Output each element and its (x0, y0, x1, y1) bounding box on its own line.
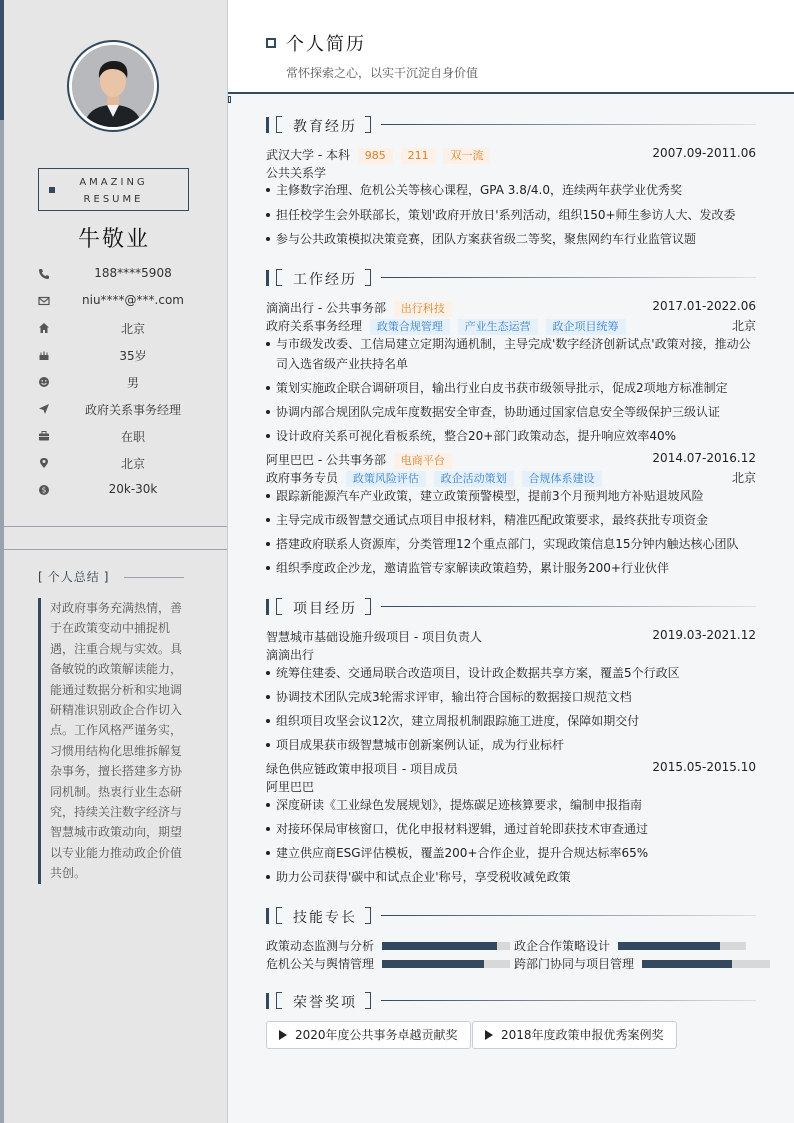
work-header (266, 451, 756, 469)
tag: 产业生态运营 (458, 319, 538, 335)
skill-level (382, 942, 497, 950)
skill-level (382, 960, 484, 968)
list-item: 跟踪新能源汽车产业政策，建立政策预警模型，提前3个月预判地方补贴退坡风险 (266, 486, 756, 506)
list-item: 协调技术团队完成3轮需求评审，输出符合国标的数据接口规范文档 (266, 687, 756, 707)
tag: 双一流 (443, 148, 490, 164)
section-title: 技能专长 (293, 910, 357, 926)
email-text: niu****@***.com (82, 293, 184, 307)
send-icon (38, 403, 50, 415)
project-header (266, 760, 756, 778)
skill-name: 跨部门协同与项目管理 (514, 957, 635, 971)
info-email (38, 293, 208, 313)
role-name: 政府关系事务经理 (266, 319, 363, 333)
list-item: 与市级发改委、工信局建立定期沟通机制，主导完成'数字经济创新试点'政策对接，推动公司入选省级产业扶持名单 (266, 334, 756, 374)
section-education (266, 116, 756, 136)
tag: 政企项目统筹 (546, 319, 626, 335)
section-projects (266, 598, 756, 618)
tag: 电商平台 (394, 453, 452, 469)
sidebar-strip-accent (0, 0, 4, 120)
skill-item (514, 937, 746, 953)
play-triangle-icon (279, 1030, 287, 1040)
play-triangle-icon (485, 1030, 493, 1040)
info-city (38, 320, 208, 340)
skill-bar (642, 960, 770, 968)
list-item: 深度研读《工业绿色发展规划》，提炼碳足迹核算要求，编制申报指南 (266, 795, 756, 815)
avatar-photo (72, 45, 154, 127)
list-item: 参与公共政策模拟决策竞赛，团队方案获省级二等奖，聚焦网约车行业监管议题 (266, 229, 756, 249)
amazing-resume-box (38, 168, 189, 211)
work-period: 2014.07-2016.12 (652, 451, 756, 465)
section-work (266, 269, 756, 289)
skill-bar (618, 942, 746, 950)
summary-title-text: 个人总结 (47, 570, 100, 584)
honor-text: 2020年度公共事务卓越贡献奖 (295, 1028, 458, 1042)
gender-text: 男 (126, 376, 139, 390)
education-period: 2007.09-2011.06 (652, 146, 756, 160)
work-period: 2017.01-2022.06 (652, 299, 756, 313)
list-item: 组织项目攻坚会议12次，建立周报机制跟踪施工进度，保障如期交付 (266, 711, 756, 731)
phone-text: 188****5908 (94, 266, 172, 280)
home-icon (38, 322, 50, 334)
svg-text:$: $ (41, 485, 47, 495)
sidebar-strip (0, 0, 4, 1123)
info-phone (38, 266, 208, 286)
project-header (266, 628, 756, 646)
divider (4, 526, 227, 527)
list-item: 统筹住建委、交通局联合改造项目，设计政企数据共享方案，覆盖5个行政区 (266, 663, 756, 683)
section-title: 工作经历 (293, 272, 357, 288)
summary-text: 对政府事务充满热情，善于在政策变动中捕捉机遇，注重合规与实效。具备敏锐的政策解读能力，能通过数据分析和实地调研精准识别政企合作切入点。工作风格严谨务实，习惯用结构化思维拆解复杂事务，擅长搭建多方协同机制。热衷行业生态研究，持续关注数字经济与智慧城市政策动向，期望以专业能力推动政企价值共创。 (38, 598, 188, 884)
honor-item (472, 1021, 677, 1049)
smile-icon (38, 376, 50, 388)
list-item: 主修数字治理、危机公关等核心课程，GPA 3.8/4.0，连续两年获学业优秀奖 (266, 180, 756, 200)
skill-name: 政策动态监测与分析 (266, 939, 375, 953)
tag: 政企活动策划 (434, 471, 514, 487)
work-city: 北京 (731, 319, 756, 333)
section-skills (266, 907, 756, 927)
cake-icon (38, 349, 50, 361)
company-name: 滴滴出行 - 公共事务部 (266, 301, 386, 315)
age-text: 35岁 (119, 349, 147, 363)
list-item: 项目成果获市级智慧城市创新案例认证，成为行业标杆 (266, 735, 756, 755)
work-role (266, 469, 756, 487)
avatar (67, 40, 159, 132)
info-position (38, 401, 208, 421)
honor-item (266, 1021, 471, 1049)
skill-name: 政企合作策略设计 (514, 939, 611, 953)
money-icon (38, 484, 50, 496)
summary-title: [ 个人总结 ] (38, 569, 110, 584)
title-square-icon (266, 38, 276, 48)
project-org: 滴滴出行 (266, 648, 315, 662)
school-name: 武汉大学 - 本科 (266, 148, 350, 162)
header-marker (228, 96, 231, 103)
project-name: 绿色供应链政策申报项目 - 项目成员 (266, 762, 458, 776)
role-name: 政府事务专员 (266, 471, 339, 485)
list-item: 组织季度政企沙龙，邀请监管专家解读政策趋势，累计服务200+行业伙伴 (266, 558, 756, 578)
list-item: 助力公司获得'碳中和试点企业'称号，享受税收减免政策 (266, 867, 756, 887)
skill-level (642, 960, 732, 968)
skill-item (266, 937, 510, 953)
square-icon (49, 187, 55, 193)
info-gender (38, 374, 208, 394)
list-item: 对接环保局审核窗口，优化申报材料逻辑，通过首轮即获技术审查通过 (266, 819, 756, 839)
info-salary (38, 482, 208, 502)
list-item: 建立供应商ESG评估模板，覆盖200+合作企业，提升合规达标率65% (266, 843, 756, 863)
briefcase-icon (38, 430, 50, 442)
list-item: 设计政府关系可视化看板系统，整合20+部门政策动态，提升响应效率40% (266, 426, 756, 446)
work-role (266, 317, 756, 335)
divider (4, 549, 227, 550)
header-divider (228, 92, 794, 94)
section-title: 项目经历 (293, 601, 357, 617)
tag: 政策合规管理 (370, 319, 450, 335)
amazing-line2: RESUME (83, 194, 144, 205)
city-text: 北京 (120, 322, 145, 336)
company-name: 阿里巴巴 - 公共事务部 (266, 453, 386, 467)
section-title: 荣誉奖项 (293, 995, 357, 1011)
summary-title-line (124, 577, 184, 578)
tag: 出行科技 (394, 301, 452, 317)
position-text: 政府关系事务经理 (84, 403, 181, 417)
skill-level (618, 942, 720, 950)
list-item: 策划实施政企联合调研项目，输出行业白皮书获市级领导批示，促成2项地方标准制定 (266, 378, 756, 398)
skill-item (266, 955, 510, 971)
list-item: 担任校学生会外联部长，策划'政府开放日'系列活动，组织150+师生参访人大、发改委 (266, 205, 756, 225)
project-name: 智慧城市基础设施升级项目 - 项目负责人 (266, 630, 482, 644)
project-org: 阿里巴巴 (266, 780, 315, 794)
location-text: 北京 (120, 457, 145, 471)
project-period: 2019.03-2021.12 (652, 628, 756, 642)
status-text: 在职 (120, 430, 145, 444)
page-subtitle: 常怀探索之心，以实干沉淀自身价值 (286, 66, 479, 80)
project-period: 2015.05-2015.10 (652, 760, 756, 774)
salary-text: 20k-30k (108, 482, 158, 496)
tag: 985 (358, 148, 393, 164)
education-major: 公共关系学 (266, 166, 327, 180)
tag: 合规体系建设 (522, 471, 602, 487)
tag: 211 (401, 148, 436, 164)
section-honors (266, 992, 756, 1012)
candidate-name: 牛敬业 (77, 227, 150, 252)
skill-bar (382, 960, 510, 968)
location-pin-icon (38, 457, 50, 469)
section-title: 教育经历 (293, 119, 357, 135)
skill-item (514, 955, 770, 971)
person-icon (72, 45, 154, 127)
honor-text: 2018年度政策申报优秀案例奖 (501, 1028, 664, 1042)
list-item: 协调内部合规团队完成年度数据安全审查，协助通过国家信息安全等级保护三级认证 (266, 402, 756, 422)
work-city: 北京 (731, 471, 756, 485)
info-location (38, 455, 208, 475)
phone-icon (38, 268, 50, 280)
work-header (266, 299, 756, 317)
list-item: 搭建政府联系人资源库，分类管理12个重点部门，实现政策信息15分钟内触达核心团队 (266, 534, 756, 554)
info-status (38, 428, 208, 448)
info-age (38, 347, 208, 367)
skill-bar (382, 942, 510, 950)
tag: 政策风险评估 (346, 471, 426, 487)
list-item: 主导完成市级智慧交通试点项目申报材料，精准匹配政策要求，最终获批专项资金 (266, 510, 756, 530)
sidebar (0, 0, 228, 1123)
skill-name: 危机公关与舆情管理 (266, 957, 375, 971)
mail-icon (38, 295, 50, 307)
amazing-line1: AMAZING (79, 177, 148, 188)
education-header (266, 146, 756, 164)
page-title: 个人简历 (286, 34, 366, 55)
